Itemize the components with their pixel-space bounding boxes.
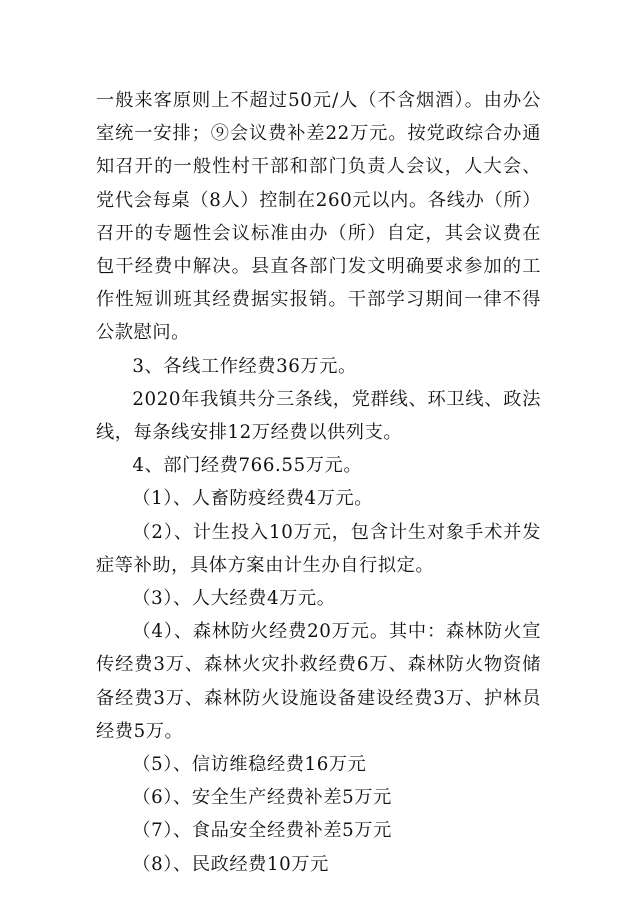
list-item-work-safety: （6）、安全生产经费补差5万元 <box>132 787 392 809</box>
list-item-epidemic-prevention: （1）、人畜防疫经费4万元。 <box>132 488 374 510</box>
document-body <box>96 84 541 881</box>
list-item-forest-fire-prevention: （4）、森林防火经费20万元。其中：森林防火宣传经费3万、森林火灾扑救经费6万、森林防火物资储备经费3万、森林防火设施设备建设经费3万、护林员经费5万。 <box>96 621 541 742</box>
paragraph-line-work-funds-detail: 2020年我镇共分三条线，党群线、环卫线、政法线，每条线安排12万经费以供列支。 <box>96 388 541 444</box>
list-item-npc-funds: （3）、人大经费4万元。 <box>132 588 336 610</box>
list-item-food-safety: （7）、食品安全经费补差5万元 <box>132 820 392 842</box>
paragraph-department-funds-heading: 4、部门经费766.55万元。 <box>132 455 363 477</box>
paragraph-line-work-funds-heading: 3、各线工作经费36万元。 <box>132 355 357 377</box>
list-item-civil-affairs: （8）、民政经费10万元 <box>132 853 329 875</box>
paragraph-meeting-expenses: 一般来客原则上不超过50元/人（不含烟酒）。由办公室统一安排；⑨会议费补差22万元。按党政综合办通知召开的一般性村干部和部门负责人会议，人大会、党代会每桌（8人）控制在260元以内。各线办（所）召开的专题性会议标准由办（所）自定，其会议费在包干经费中解决。县直各部门发文明确要求参加的工作性短训班其经费据实报销。干部学习期间一律不得公款慰问。 <box>96 90 541 344</box>
list-item-family-planning: （2）、计生投入10万元，包含计生对象手术并发症等补助，具体方案由计生办自行拟定。 <box>96 521 541 576</box>
list-item-petition-stability: （5）、信访维稳经费16万元 <box>132 754 367 776</box>
